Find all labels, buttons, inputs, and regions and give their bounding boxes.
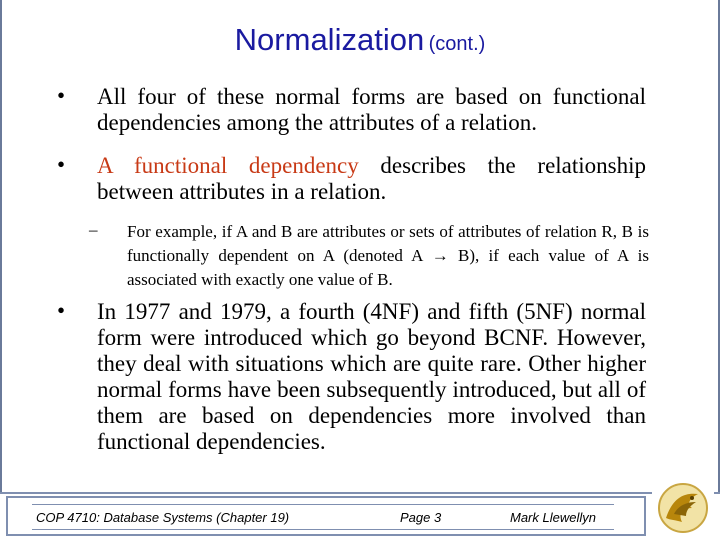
title-suffix: (cont.) <box>428 33 486 55</box>
bullet-mark: • <box>57 83 66 108</box>
bullet-2-rest: describes the relationship between attributes in a relation. <box>97 153 646 204</box>
bullet-3 <box>57 298 646 455</box>
functional-dependency-term: A functional dependency <box>97 153 359 178</box>
bullet-1-text: All four of these normal forms are based on functional dependencies among the attributes of a relation. <box>97 84 646 135</box>
ucf-pegasus-logo-icon <box>652 478 714 536</box>
footer <box>6 496 646 536</box>
bullet-mark: • <box>57 152 66 177</box>
footer-rule <box>0 492 720 494</box>
sub-bullet-text: For example, if A and B are attributes or sets of attributes of relation R, B is functionally dependent on A (denoted A → B), if each value of A is associated with exactly one value of B. <box>127 222 649 289</box>
bullet-mark: • <box>57 298 66 323</box>
slide-title <box>0 22 720 58</box>
footer-author: Mark Llewellyn <box>510 510 596 525</box>
footer-page: Page 3 <box>400 510 442 525</box>
footer-inner <box>32 504 614 530</box>
bullet-2-text <box>97 153 646 205</box>
bullet-2 <box>57 152 646 205</box>
bullet-3-text: In 1977 and 1979, a fourth (4NF) and fifth (5NF) normal form were introduced which go beyond BCNF. However, they deal with situations which are quite rare. Other higher normal forms have been subsequently introduced, but all of them are based on dependencies more involved than functional dependencies. <box>97 299 646 454</box>
title-main: Normalization <box>234 22 425 57</box>
sub-bullet <box>89 220 649 292</box>
footer-course: COP 4710: Database Systems (Chapter 19) <box>36 510 290 525</box>
frame-left-border <box>0 0 2 492</box>
bullet-1 <box>57 83 646 136</box>
sub-bullet-mark: – <box>89 220 98 239</box>
